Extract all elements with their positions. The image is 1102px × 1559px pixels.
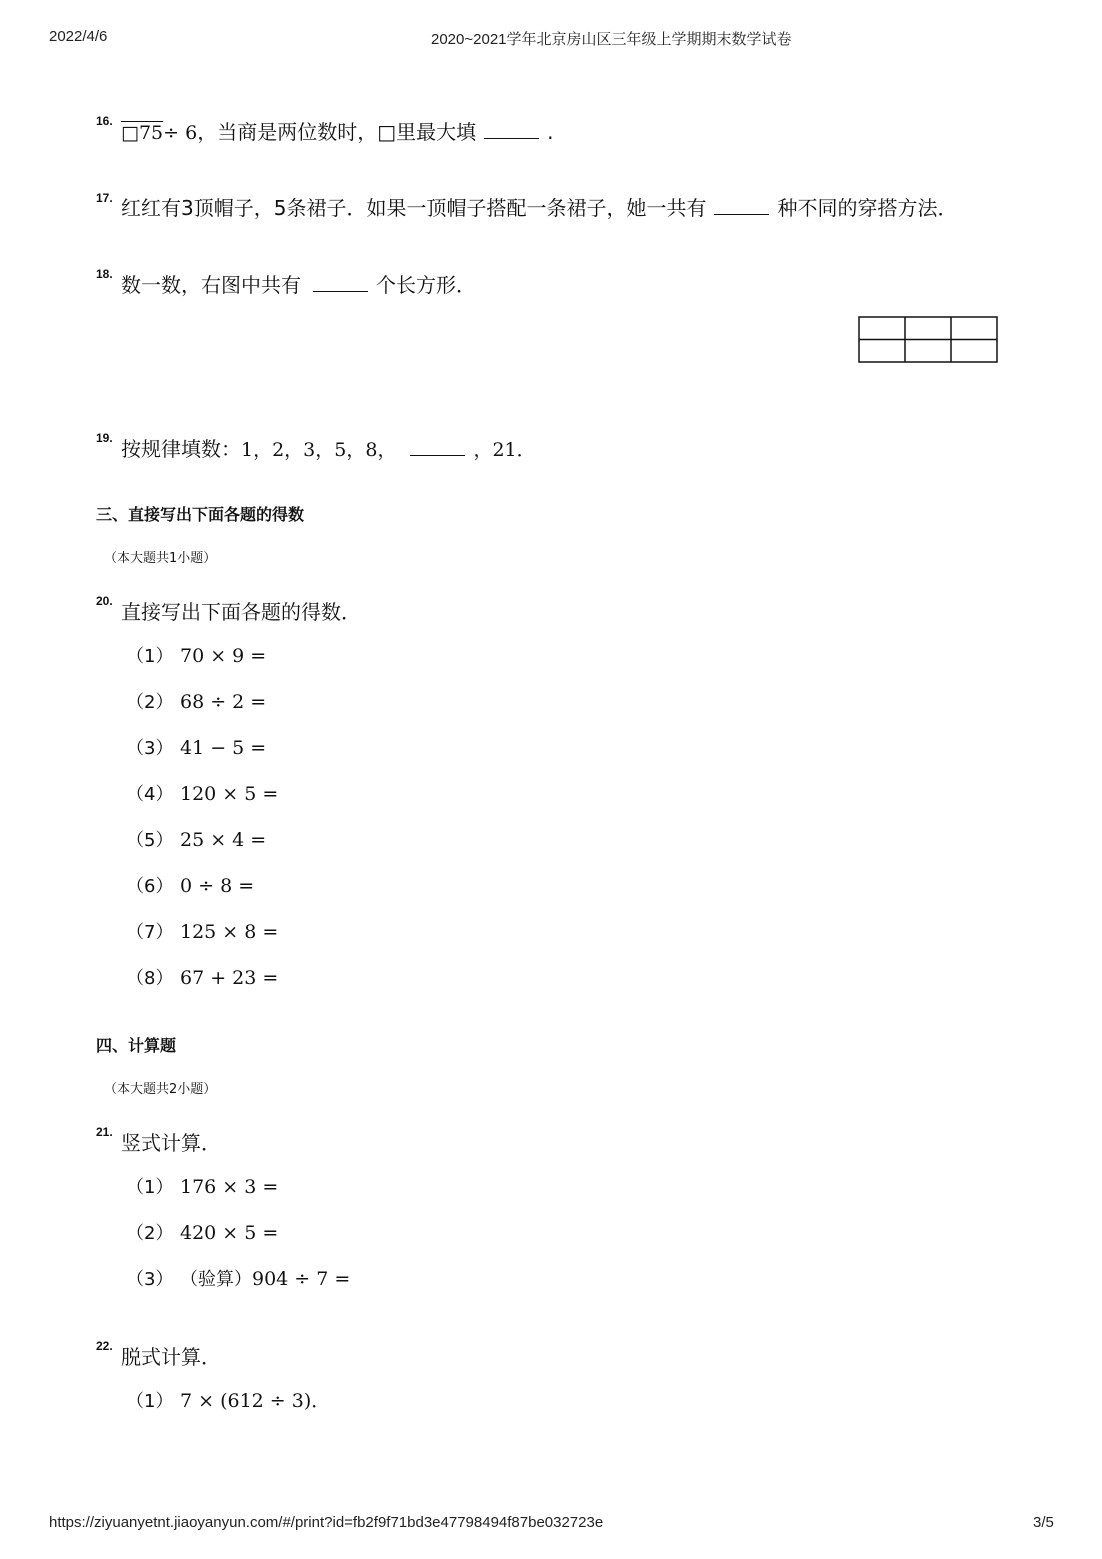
sub-question	[126, 688, 266, 714]
question-20	[121, 596, 361, 625]
expression: 420 × 5 =	[180, 1222, 279, 1244]
question-17-number: 17.	[96, 191, 113, 205]
question-16-end: .	[547, 120, 554, 144]
question-17-text-a: 红红有3顶帽子，5条裙子．如果一顶帽子搭配一条裙子，她一共有	[121, 196, 707, 220]
question-16-number: 16.	[96, 114, 113, 128]
question-21-number: 21.	[96, 1125, 113, 1139]
expression: 7 × (612 ÷ 3)．	[180, 1390, 331, 1412]
question-16	[121, 116, 553, 145]
question-16-text: ，当商是两位数时，□里最大填	[197, 120, 477, 144]
question-22-number: 22.	[96, 1339, 113, 1353]
question-21-text: 竖式计算．	[121, 1131, 221, 1155]
check-label: （验算）	[180, 1269, 252, 1290]
print-date: 2022/4/6	[49, 28, 108, 45]
question-19	[121, 433, 536, 462]
answer-blank[interactable]	[484, 137, 539, 139]
sub-question	[126, 826, 266, 852]
question-20-number: 20.	[96, 594, 113, 608]
sub-question-label: （3）	[126, 1269, 174, 1290]
expression: 120 × 5 =	[180, 783, 279, 805]
sub-question	[126, 1219, 278, 1245]
question-22	[121, 1341, 221, 1370]
number-sequence: 1，2，3，5，8，	[241, 439, 397, 461]
question-19-text: 按规律填数：	[121, 437, 241, 461]
question-19-number: 19.	[96, 431, 113, 445]
question-18-number: 18.	[96, 267, 113, 281]
sub-question	[126, 1386, 330, 1413]
sub-question	[126, 918, 278, 944]
overlined-number: □75	[121, 122, 164, 144]
expression: 125 × 8 =	[180, 921, 279, 943]
sub-question	[126, 780, 278, 806]
question-22-text: 脱式计算．	[121, 1345, 221, 1369]
question-17	[121, 192, 957, 221]
sub-question-label: （6）	[126, 876, 174, 897]
sub-question-label: （2）	[126, 1223, 174, 1244]
sequence-end: ，21．	[473, 439, 536, 461]
page-number: 3/5	[1033, 1514, 1054, 1531]
sub-question-label: （1）	[126, 1177, 174, 1198]
expression: 904 ÷ 7 =	[252, 1268, 351, 1290]
expression: 41 − 5 =	[180, 737, 267, 759]
document-title: 2020~2021学年北京房山区三年级上学期期末数学试卷	[431, 31, 792, 48]
question-18-text-b: 个长方形．	[376, 273, 476, 297]
section-4-title: 四、计算题	[96, 1036, 177, 1055]
question-20-text: 直接写出下面各题的得数．	[121, 600, 361, 624]
sub-question-label: （1）	[126, 1391, 174, 1412]
division-expression: ÷ 6	[163, 122, 198, 144]
expression: 0 ÷ 8 =	[180, 875, 255, 897]
sub-question	[126, 642, 266, 668]
sub-question-label: （4）	[126, 784, 174, 805]
question-18	[121, 269, 476, 298]
expression: 25 × 4 =	[180, 829, 267, 851]
expression: 67 + 23 =	[180, 967, 279, 989]
sub-question	[126, 964, 278, 990]
question-18-text-a: 数一数，右图中共有	[121, 273, 301, 297]
question-17-text-b: 种不同的穿搭方法．	[777, 196, 958, 220]
section-3-note: （本大题共1小题）	[104, 551, 217, 566]
sub-question	[126, 734, 266, 760]
question-21	[121, 1127, 221, 1156]
sub-question	[126, 1173, 278, 1199]
sub-question-label: （5）	[126, 830, 174, 851]
section-3-title: 三、直接写出下面各题的得数	[96, 505, 305, 524]
sub-question-label: （7）	[126, 922, 174, 943]
rectangle-grid-figure	[858, 316, 1000, 366]
answer-blank[interactable]	[714, 213, 769, 215]
sub-question	[126, 872, 254, 898]
expression: 176 × 3 =	[180, 1176, 279, 1198]
section-4-note: （本大题共2小题）	[104, 1082, 217, 1097]
expression: 68 ÷ 2 =	[180, 691, 267, 713]
answer-blank[interactable]	[313, 290, 368, 292]
sub-question-label: （1）	[126, 646, 174, 667]
answer-blank[interactable]	[410, 454, 465, 456]
sub-question-label: （2）	[126, 692, 174, 713]
sub-question	[126, 1265, 350, 1291]
expression: 70 × 9 =	[180, 645, 267, 667]
sub-question-label: （3）	[126, 738, 174, 759]
page-url: https://ziyuanyetnt.jiaoyanyun.com/#/print?id=fb2f9f71bd3e47798494f87be032723e	[49, 1514, 604, 1531]
sub-question-label: （8）	[126, 968, 174, 989]
